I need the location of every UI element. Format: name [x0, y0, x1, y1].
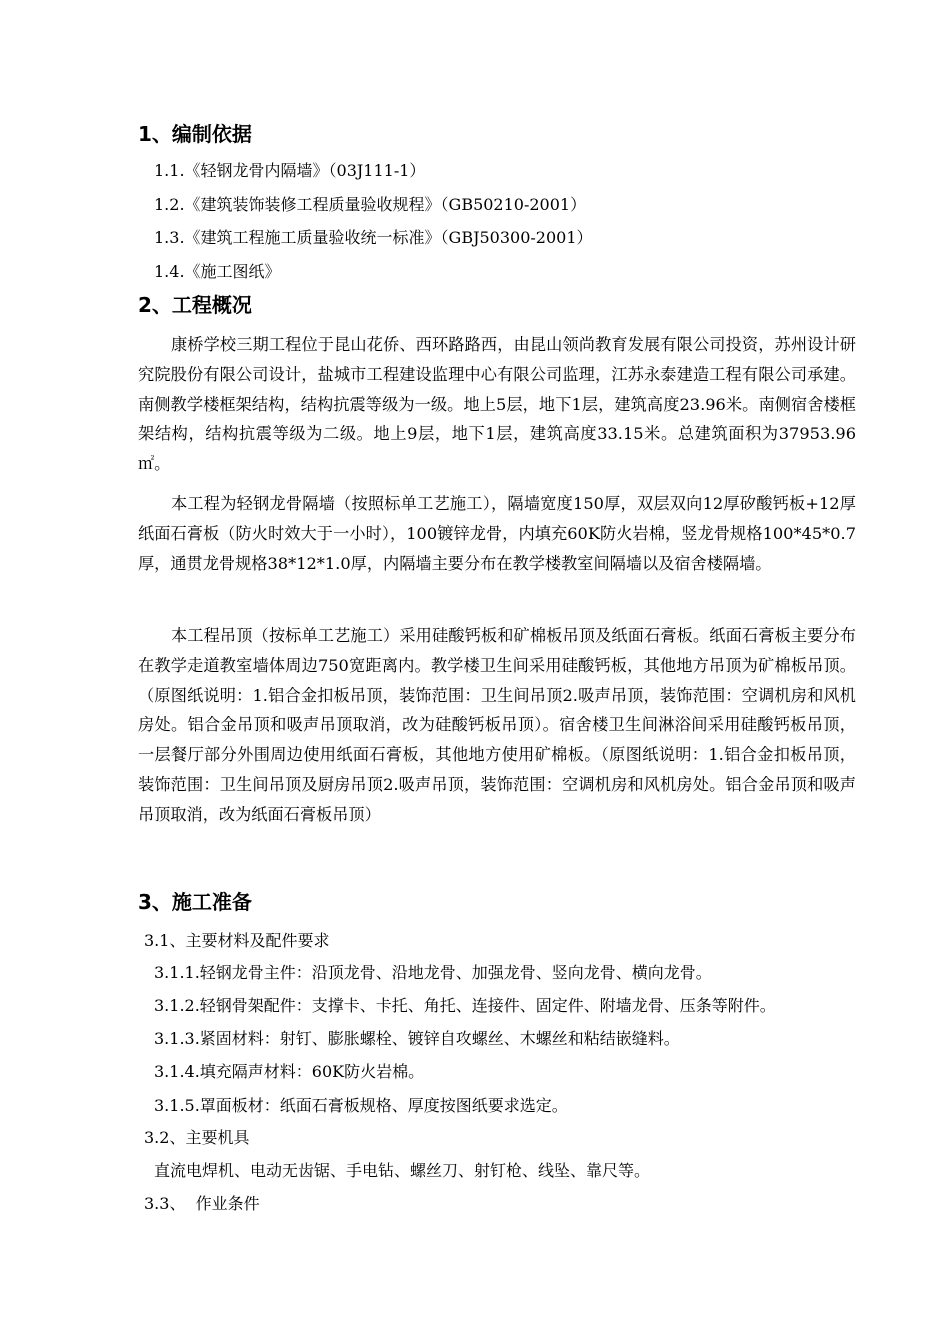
section-1-heading: 1、编制依据	[138, 122, 252, 146]
material-item-2: 3.1.2.轻钢骨架配件：支撑卡、卡托、角托、连接件、固定件、附墙龙骨、压条等附件。	[154, 996, 776, 1015]
subsection-3-3-title: 3.3、 作业条件	[144, 1194, 260, 1213]
overview-paragraph-1: 康桥学校三期工程位于昆山花侨、西环路路西，由昆山领尚教育发展有限公司投资，苏州设计研究院股份有限公司设计，盐城市工程建设监理中心有限公司监理，江苏永泰建造工程有限公司承建。南侧教学楼框架结构，结构抗震等级为一级。地上5层，地下1层，建筑高度23.96米。南侧宿舍楼框架结构，结构抗震等级为二级。地上9层，地下1层，建筑高度33.15米。总建筑面积为37953.96㎡。	[138, 335, 856, 474]
overview-paragraph-3: 本工程吊顶（按标单工艺施工）采用硅酸钙板和矿棉板吊顶及纸面石膏板。纸面石膏板主要分布在教学走道教室墙体周边750宽距离内。教学楼卫生间采用硅酸钙板，其他地方吊顶为矿棉板吊顶。（原图纸说明：1.铝合金扣板吊顶，装饰范围：卫生间吊顶2.吸声吊顶，装饰范围：空调机房和风机房处。铝合金吊顶和吸声吊顶取消，改为硅酸钙板吊顶）。宿舍楼卫生间淋浴间采用硅酸钙板吊顶，一层餐厅部分外围周边使用纸面石膏板，其他地方使用矿棉板。（原图纸说明：1.铝合金扣板吊顶，装饰范围：卫生间吊顶及厨房吊顶2.吸声吊顶，装饰范围：空调机房和风机房处。铝合金吊顶和吸声吊顶取消，改为纸面石膏板吊顶）	[138, 626, 856, 824]
material-item-1: 3.1.1.轻钢龙骨主件：沿顶龙骨、沿地龙骨、加强龙骨、竖向龙骨、横向龙骨。	[154, 963, 712, 982]
tools-text: 直流电焊机、电动无齿锯、手电钻、螺丝刀、射钉枪、线坠、靠尺等。	[154, 1161, 651, 1180]
material-item-4: 3.1.4.填充隔声材料：60K防火岩棉。	[154, 1062, 425, 1081]
reference-item-3: 1.3.《建筑工程施工质量验收统一标准》（GBJ50300-2001）	[154, 228, 593, 247]
overview-paragraph-2: 本工程为轻钢龙骨隔墙（按照标单工艺施工），隔墙宽度150厚，双层双向12厚矽酸钙板+12厚纸面石膏板（防火时效大于一小时），100镀锌龙骨，内填充60K防火岩棉，竖龙骨规格100*45*0.7厚，通贯龙骨规格38*12*1.0厚，内隔墙主要分布在教学楼教室间隔墙以及宿舍楼隔墙。	[138, 494, 856, 573]
material-item-5: 3.1.5.罩面板材：纸面石膏板规格、厚度按图纸要求选定。	[154, 1096, 568, 1115]
reference-item-4: 1.4.《施工图纸》	[154, 262, 281, 281]
reference-item-1: 1.1.《轻钢龙骨内隔墙》（03J111-1）	[154, 161, 426, 180]
reference-item-2: 1.2.《建筑装饰装修工程质量验收规程》（GB50210-2001）	[154, 195, 587, 214]
subsection-3-2-title: 3.2、主要机具	[144, 1128, 250, 1147]
section-2-heading: 2、工程概况	[138, 293, 252, 317]
material-item-3: 3.1.3.紧固材料：射钉、膨胀螺栓、镀锌自攻螺丝、木螺丝和粘结嵌缝料。	[154, 1029, 680, 1048]
subsection-3-1-title: 3.1、主要材料及配件要求	[144, 931, 330, 950]
section-3-heading: 3、施工准备	[138, 890, 252, 914]
